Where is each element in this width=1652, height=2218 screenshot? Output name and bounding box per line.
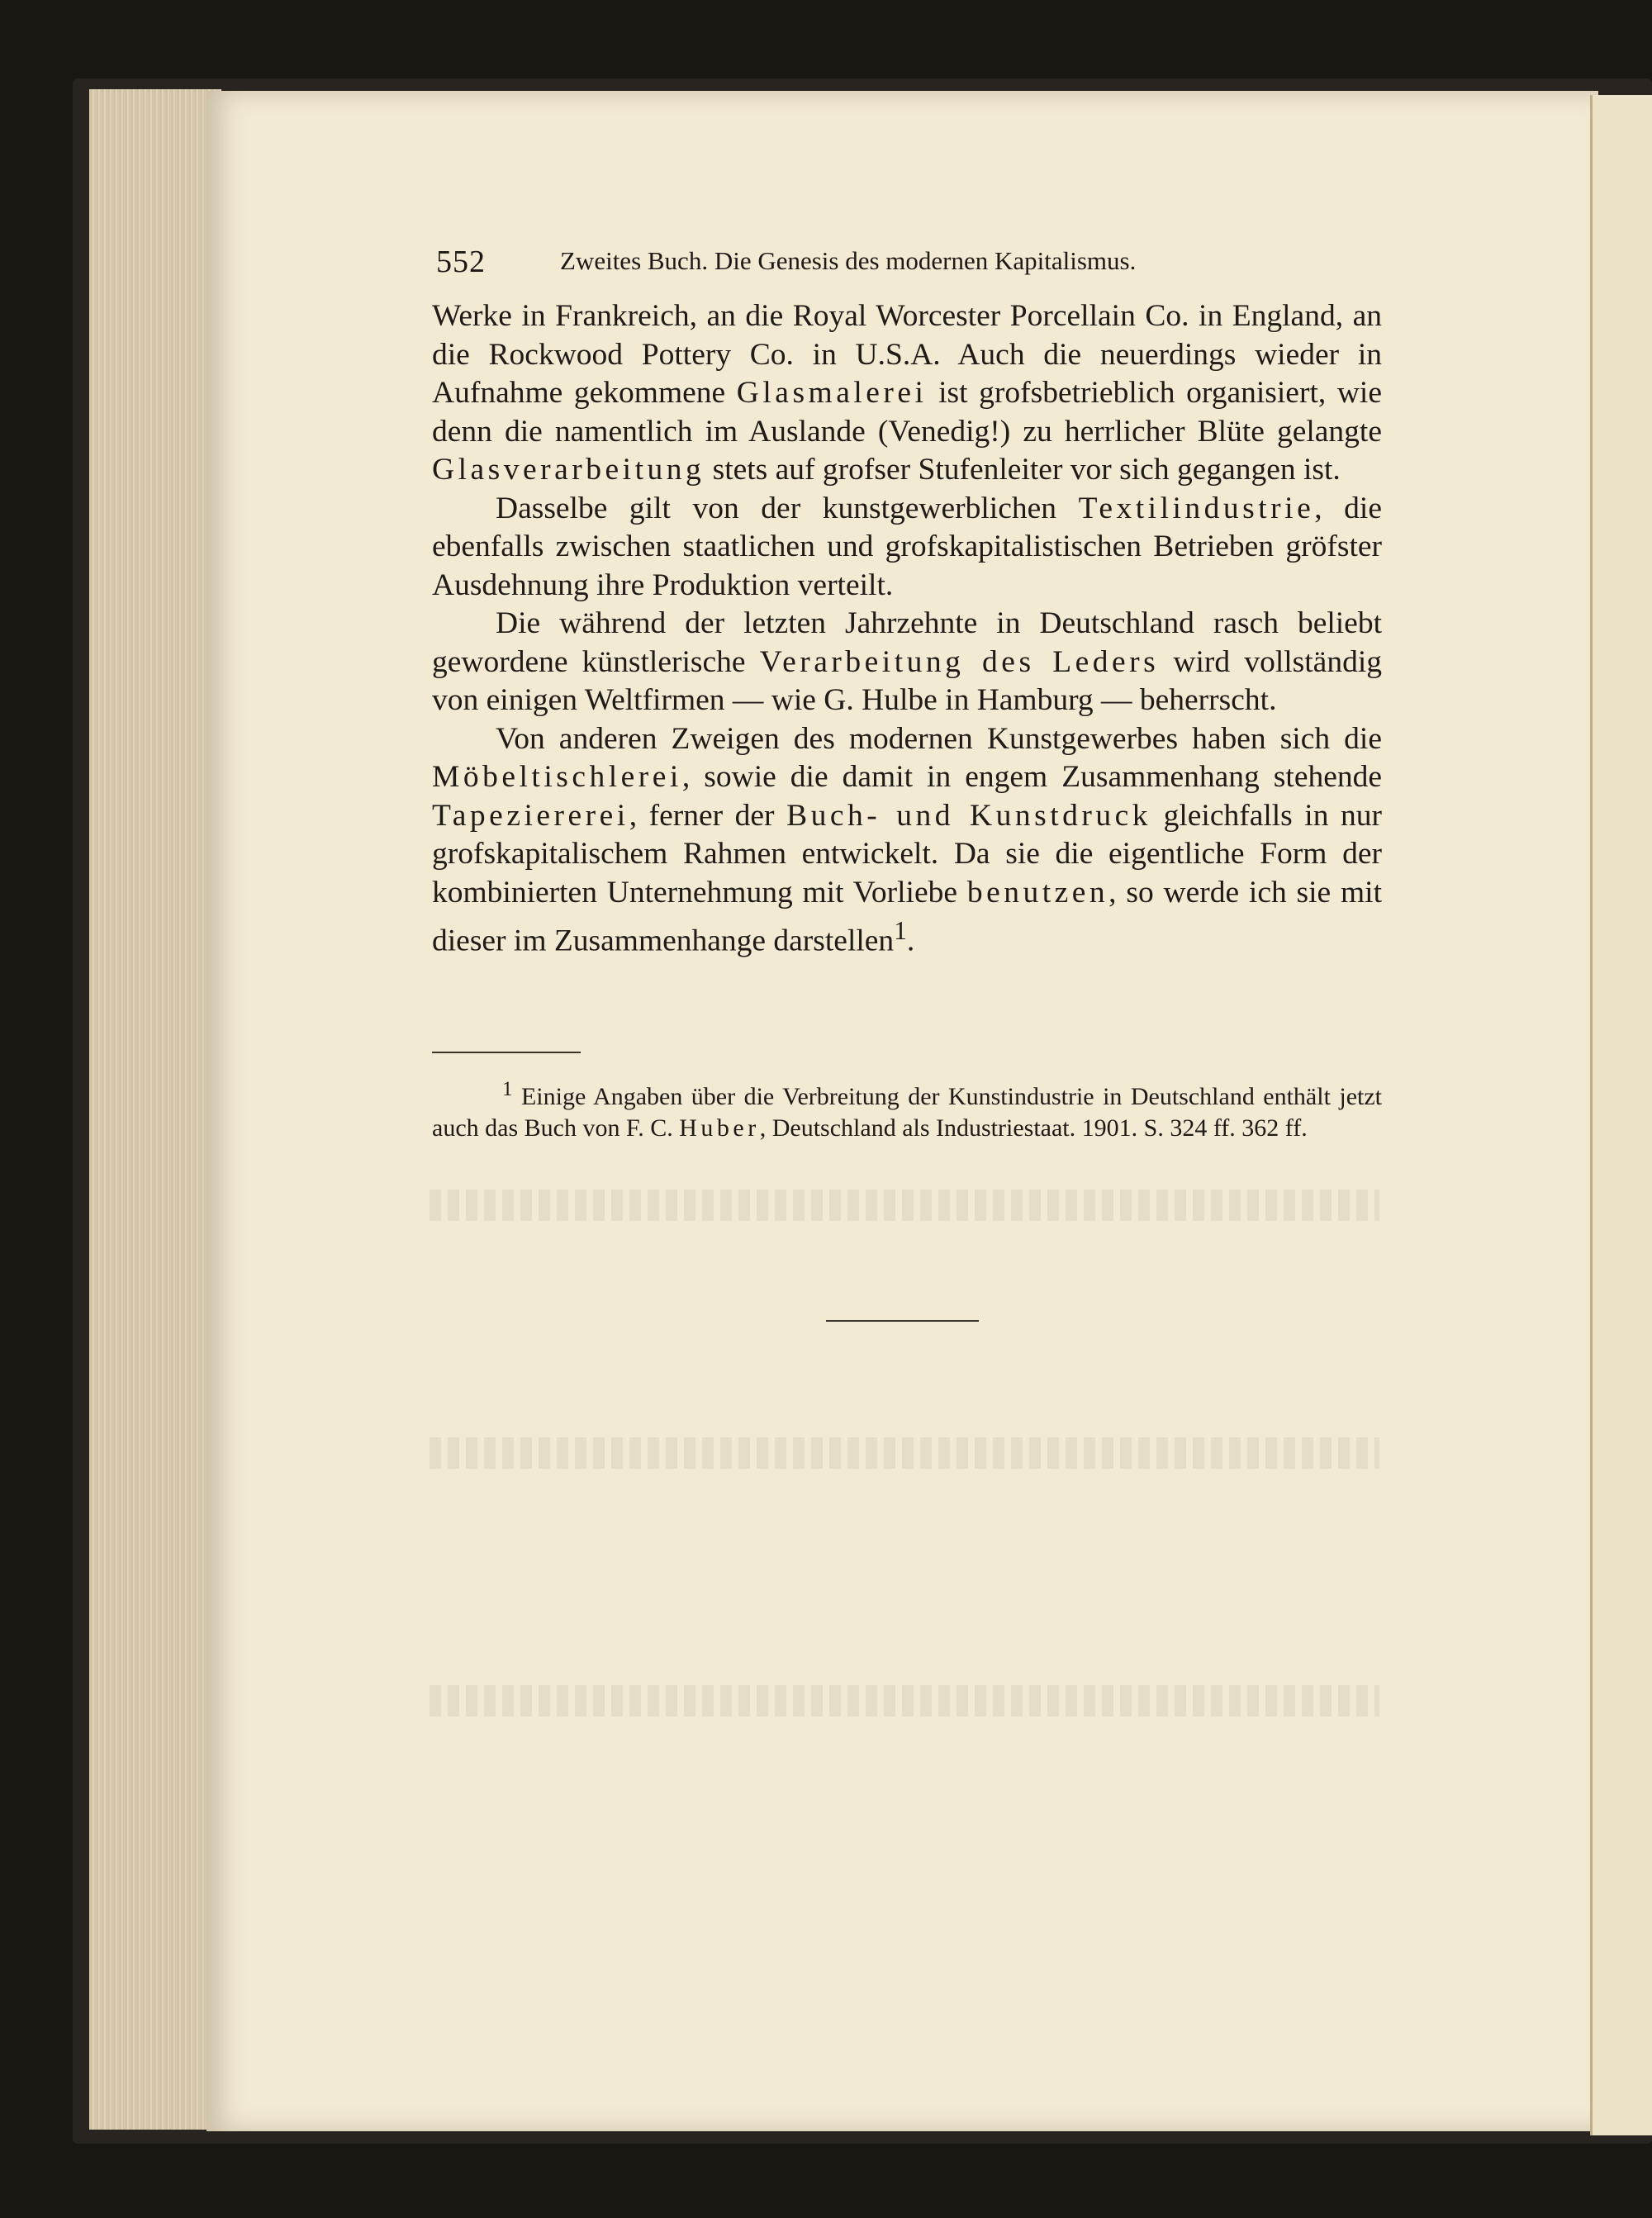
paragraph: Die während der letzten Jahrzehnte in Deutschland rasch beliebt gewordene künstlerische Verarbeitung des Leders wird vollständig von einigen Weltfirmen — wie G. Hulbe in Hamburg — beherrscht.	[432, 606, 1382, 717]
footnote: $^1$ Einige Angaben über die Verbreitung der Kunstindustrie in Deutschland enthält jetzt auch das Buch von F. C. Huber, Deutschland als Industriestaat. 1901. S. 324 ff. 362 ff.	[432, 1078, 1382, 1142]
facing-page-edge	[1590, 95, 1652, 2135]
paragraph: Dasselbe gilt von der kunstgewerblichen Textilindustrie, die ebenfalls zwischen staatlichen und grofskapitalistischen Betrieben gröfster Ausdehnung ihre Produktion verteilt.	[432, 491, 1382, 602]
footnote-marker: 1	[502, 1078, 513, 1100]
show-through-text	[430, 1437, 1379, 1469]
body-text	[432, 297, 1382, 961]
show-through-text	[430, 1685, 1379, 1717]
page-number: 552	[436, 245, 486, 279]
page-stack-edge	[89, 89, 221, 2130]
footnote-author: Huber	[679, 1114, 760, 1142]
footnote-divider	[432, 1052, 581, 1053]
show-through-text	[430, 1190, 1379, 1221]
running-head: Zweites Buch. Die Genesis des modernen Kapitalismus.	[560, 246, 1137, 275]
footnote-reference: 1	[894, 916, 907, 945]
paragraph: Werke in Frankreich, an die Royal Worcester Porcellain Co. in England, an die Rockwood Pottery Co. in U.S.A. Auch die neuerdings wieder in Aufnahme gekommene Glasmalerei ist grofsbetrieblich organisiert, wie denn die namentlich im Auslande (Venedig!) zu herrlicher Blüte gelangte Glasverarbeitung stets auf grofser Stufenleiter vor sich gegangen ist.	[432, 299, 1382, 487]
page-header	[436, 244, 1386, 285]
paragraph: Von anderen Zweigen des modernen Kunstgewerbes haben sich die Möbeltischlerei, sowie die damit in engem Zusammenhang stehende Tapeziererei, ferner der Buch- und Kunstdruck gleichfalls in nur grofskapitalischem Rahmen entwickelt. Da sie die eigentliche Form der kombinierten Unternehmung mit Vorliebe benutzen, so werde ich sie mit dieser im Zusammenhange darstellen$^1$.	[432, 721, 1382, 958]
section-end-rule	[826, 1320, 979, 1322]
